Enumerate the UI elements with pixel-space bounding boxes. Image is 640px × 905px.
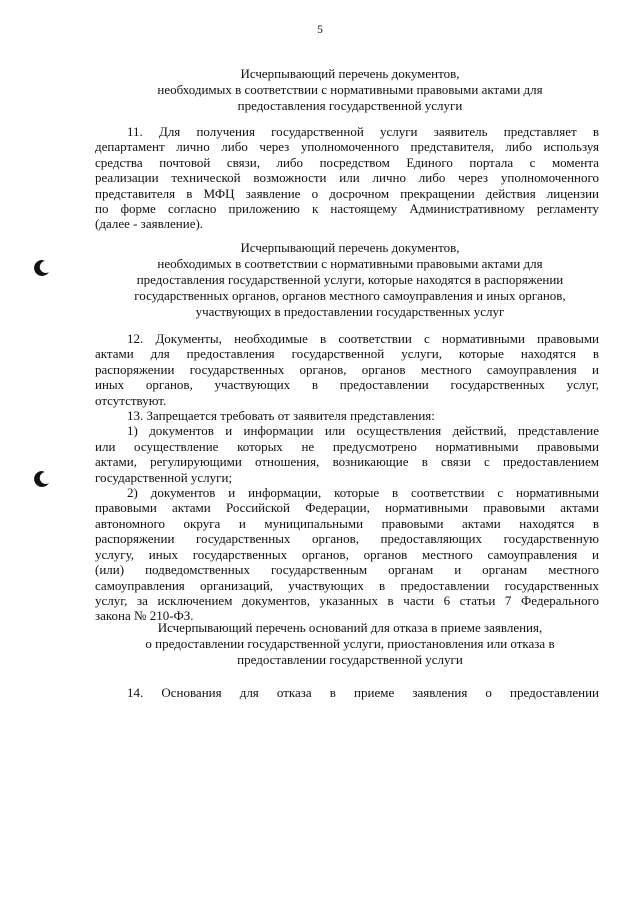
heading-line: Исчерпывающий перечень документов,: [240, 240, 460, 255]
heading-line: необходимых в соответствии с нормативными правовыми актами для: [157, 256, 543, 271]
text-line: 14. Основания для отказа в приеме заявления о предоставлении: [127, 685, 599, 700]
heading-line: о предоставлении государственной услуги, приостановления или отказа в: [145, 636, 555, 651]
text-line: (или) подведомственных государственным органам и органам местного: [95, 562, 599, 578]
text-line: закона № 210-ФЗ.: [95, 608, 194, 624]
text-line: (далее - заявление).: [95, 216, 204, 232]
paragraph-11: [95, 124, 599, 232]
section-heading-documents: [70, 66, 630, 114]
heading-line: участвующих в предоставлении государственных услуг: [195, 304, 505, 319]
text-line: распоряжении государственных органов, предоставляющих государственную: [95, 531, 599, 547]
text-line: государственной услуги;: [95, 469, 233, 485]
text-line: распоряжении государственных органов, органов местного самоуправления и: [95, 361, 599, 377]
text-line: иных органов, участвующих в предоставлении государственных услуг,: [95, 377, 599, 393]
heading-line: необходимых в соответствии с нормативными правовыми актами для: [157, 82, 543, 97]
section-heading-refusal-grounds: [70, 620, 630, 668]
text-line: актами, регулирующими отношения, возникающие в связи с предоставлением: [95, 454, 599, 470]
text-line: средства почтовой связи, либо посредством Единого портала с момента: [95, 154, 599, 170]
heading-line: предоставлении государственной услуги: [237, 652, 463, 667]
punch-hole-mark-icon: [32, 469, 52, 489]
text-line: или осуществление которых не предусмотрено нормативными правовыми: [95, 438, 599, 454]
text-line: 12. Документы, необходимые в соответствии с нормативными правовыми: [127, 331, 599, 346]
paragraph-14: [95, 685, 599, 700]
text-line: самоуправления организаций, участвующих в предоставлении государственных: [95, 577, 599, 593]
text-line: правовыми актами Российской Федерации, нормативными правовыми актами: [95, 500, 599, 516]
text-line: 2) документов и информации, которые в соответствии с нормативными: [127, 485, 599, 501]
text-line: представителя в МФЦ заявление о досрочном прекращении действия лицензии: [95, 185, 599, 201]
text-line: отсутствуют.: [95, 392, 167, 408]
text-line: актами для предоставления государственной услуги, которые находятся в: [95, 346, 599, 362]
text-line: 1) документов и информации или осуществления действий, представление: [127, 423, 599, 439]
text-line: 13. Запрещается требовать от заявителя представления:: [127, 408, 435, 424]
punch-hole-mark-icon: [32, 258, 52, 278]
paragraphs-12-13: [95, 331, 599, 624]
text-line: услуг, за исключением документов, указанных в части 6 статьи 7 Федерального: [95, 592, 599, 608]
heading-line: Исчерпывающий перечень документов,: [240, 66, 460, 81]
heading-line: предоставления государственной услуги: [237, 98, 463, 113]
text-line: по форме согласно приложению к настоящему Административному регламенту: [95, 201, 599, 217]
heading-line: предоставления государственной услуги, которые находятся в распоряжении: [136, 272, 564, 287]
text-line: реализации технической возможности или лично либо через уполномоченного: [95, 170, 599, 186]
text-line: 11. Для получения государственной услуги заявитель представляет в: [127, 124, 599, 139]
text-line: автономного округа и муниципальными правовыми актами находятся в: [95, 515, 599, 531]
page-number: 5: [317, 24, 323, 36]
heading-line: государственных органов, органов местного самоуправления и иных органов,: [134, 288, 566, 303]
text-line: департамент лично либо через уполномоченного представителя, либо используя: [95, 139, 599, 155]
text-line: услугу, иных государственных органов, органов местного самоуправления и: [95, 546, 599, 562]
section-heading-interagency-documents: [70, 240, 630, 320]
heading-line: Исчерпывающий перечень оснований для отказа в приеме заявления,: [157, 620, 543, 635]
